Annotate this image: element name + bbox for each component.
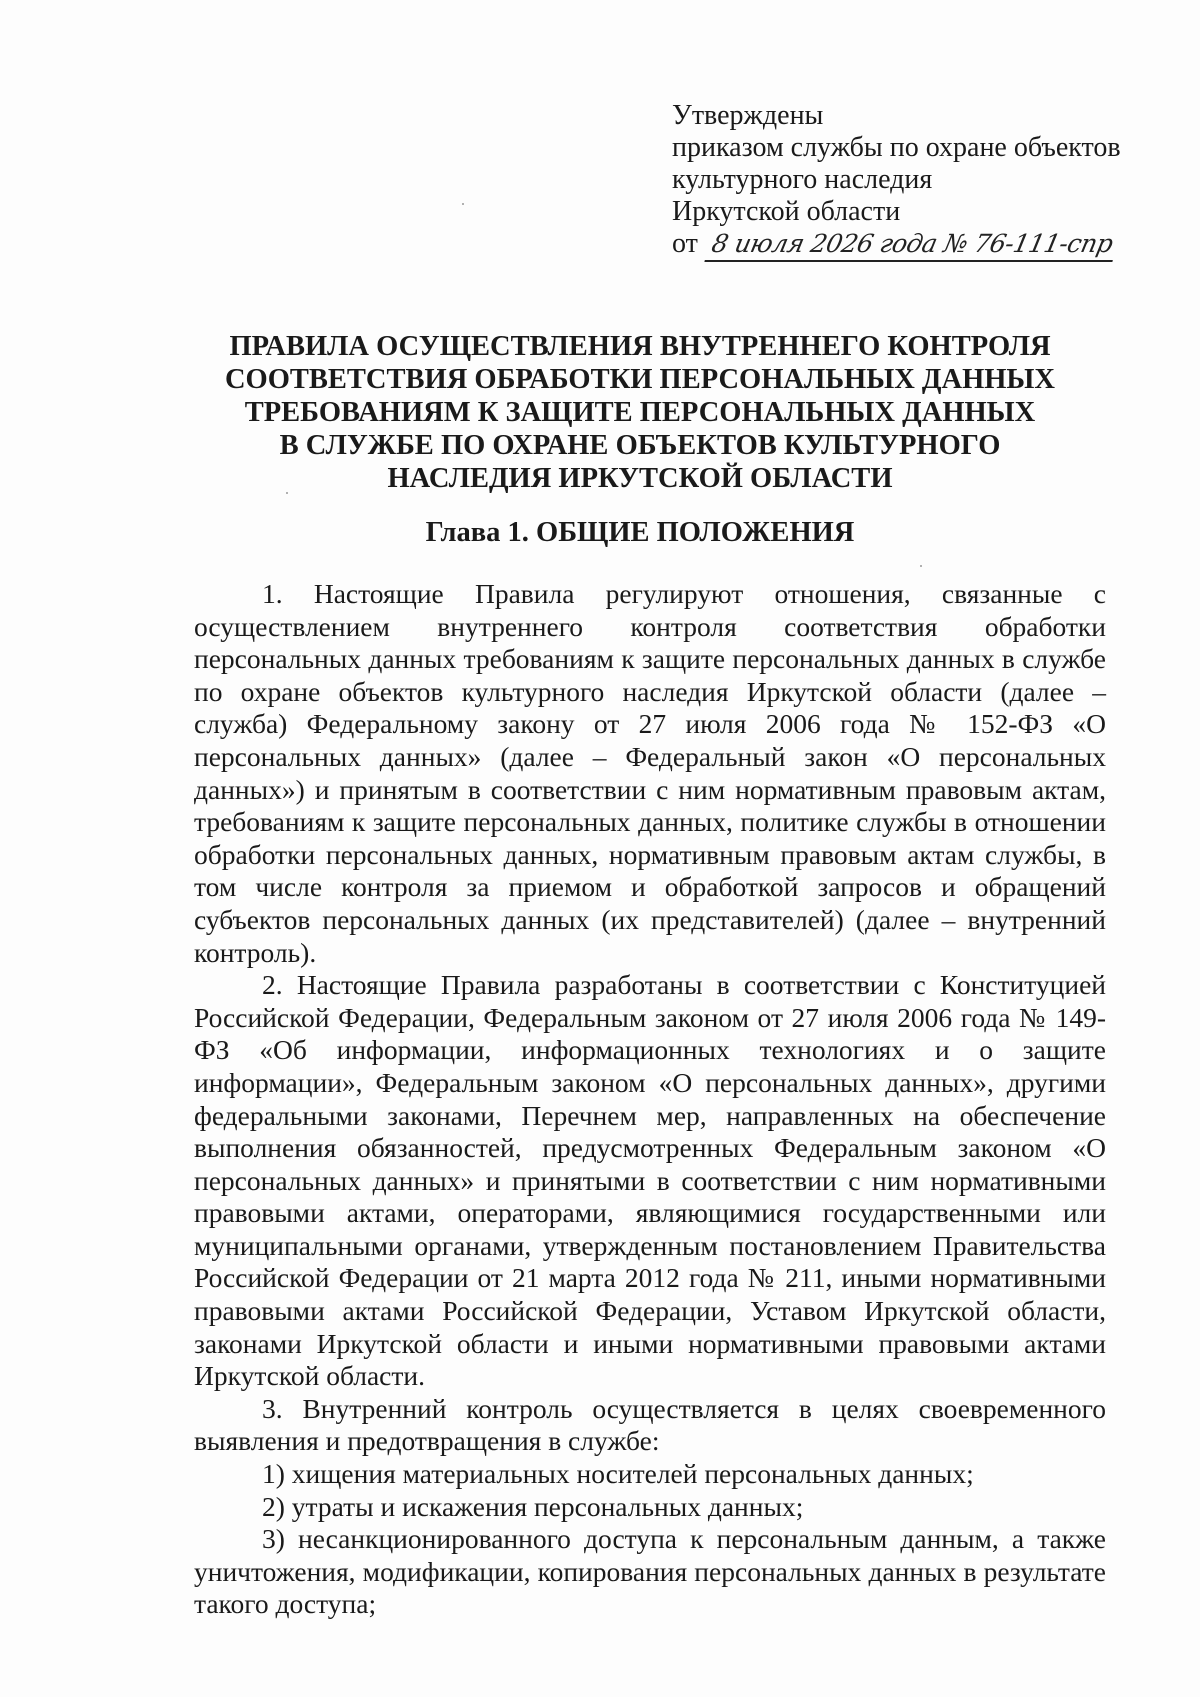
approval-date-line xyxy=(672,228,1142,262)
approval-line: приказом службы по охране объектов xyxy=(672,132,1121,163)
title-line: НАСЛЕДИЯ ИРКУТСКОЙ ОБЛАСТИ xyxy=(387,463,893,494)
document-title xyxy=(160,330,1120,495)
title-line: ТРЕБОВАНИЯМ К ЗАЩИТЕ ПЕРСОНАЛЬНЫХ ДАННЫХ xyxy=(244,397,1036,428)
title-line: ПРАВИЛА ОСУЩЕСТВЛЕНИЯ ВНУТРЕННЕГО КОНТРОЛЯ xyxy=(229,331,1051,362)
list-item-3: 3) несанкционированного доступа к персональным данным, а также уничтожения, модификации, копирования персональных данных в результате такого доступа; xyxy=(194,1523,1106,1620)
approval-block xyxy=(672,100,1142,262)
approval-line: культурного наследия xyxy=(672,164,933,195)
approval-line: Иркутской области xyxy=(672,196,901,227)
scan-speck xyxy=(920,565,922,567)
handwritten-date-number: 8 июля 2026 года № 76-111-спр xyxy=(704,228,1119,262)
chapter-heading: Глава 1. ОБЩИЕ ПОЛОЖЕНИЯ xyxy=(425,517,855,548)
paragraph-3: 3. Внутренний контроль осуществляется в целях своевременного выявления и предотвращения в службе: xyxy=(194,1392,1106,1457)
approval-from-prefix: от xyxy=(672,228,698,259)
paragraph-1: 1. Настоящие Правила регулируют отношения, связанные с осуществлением внутреннего контроля соответствия обработки персональных данных требованиям к защите персональных данных в службе по охране объектов культурного наследия Иркутской области (далее – служба) Федеральному закону от 27 июля 2006 года № 152-ФЗ «О персональных данных» (далее – Федеральный закон «О персональных данных») и принятым в соответствии с ним нормативным правовым актам, требованиям к защите персональных данных, политике службы в отношении обработки персональных данных, нормативным правовым актам службы, в том числе контроля за приемом и обработкой запросов и обращений субъектов персональных данных (их представителей) (далее – внутренний контроль). xyxy=(194,578,1106,968)
title-line: В СЛУЖБЕ ПО ОХРАНЕ ОБЪЕКТОВ КУЛЬТУРНОГО xyxy=(279,430,1001,461)
document-body xyxy=(194,578,1106,1621)
list-item-2: 2) утраты и искажения персональных данных; xyxy=(262,1490,804,1522)
paragraph-2: 2. Настоящие Правила разработаны в соответствии с Конституцией Российской Федерации, Федеральным законом от 27 июля 2006 года № 149-ФЗ «Об информации, информационных технологиях и о защите информации», Федеральным законом «О персональных данных», другими федеральными законами, Перечнем мер, направленных на обеспечение выполнения обязанностей, предусмотренных Федеральным законом «О персональных данных» и принятыми в соответствии с ним нормативными правовыми актами, операторами, являющимися государственными или муниципальными органами, утвержденным постановлением Правительства Российской Федерации от 21 марта 2012 года № 211, иными нормативными правовыми актами Российской Федерации, Уставом Иркутской области, законами Иркутской области и иными нормативными правовыми актами Иркутской области. xyxy=(194,969,1106,1392)
title-line: СООТВЕТСТВИЯ ОБРАБОТКИ ПЕРСОНАЛЬНЫХ ДАННЫХ xyxy=(224,364,1056,395)
scan-speck xyxy=(462,203,464,205)
approval-line: Утверждены xyxy=(672,100,824,131)
list-item-1: 1) хищения материальных носителей персональных данных; xyxy=(262,1458,974,1490)
